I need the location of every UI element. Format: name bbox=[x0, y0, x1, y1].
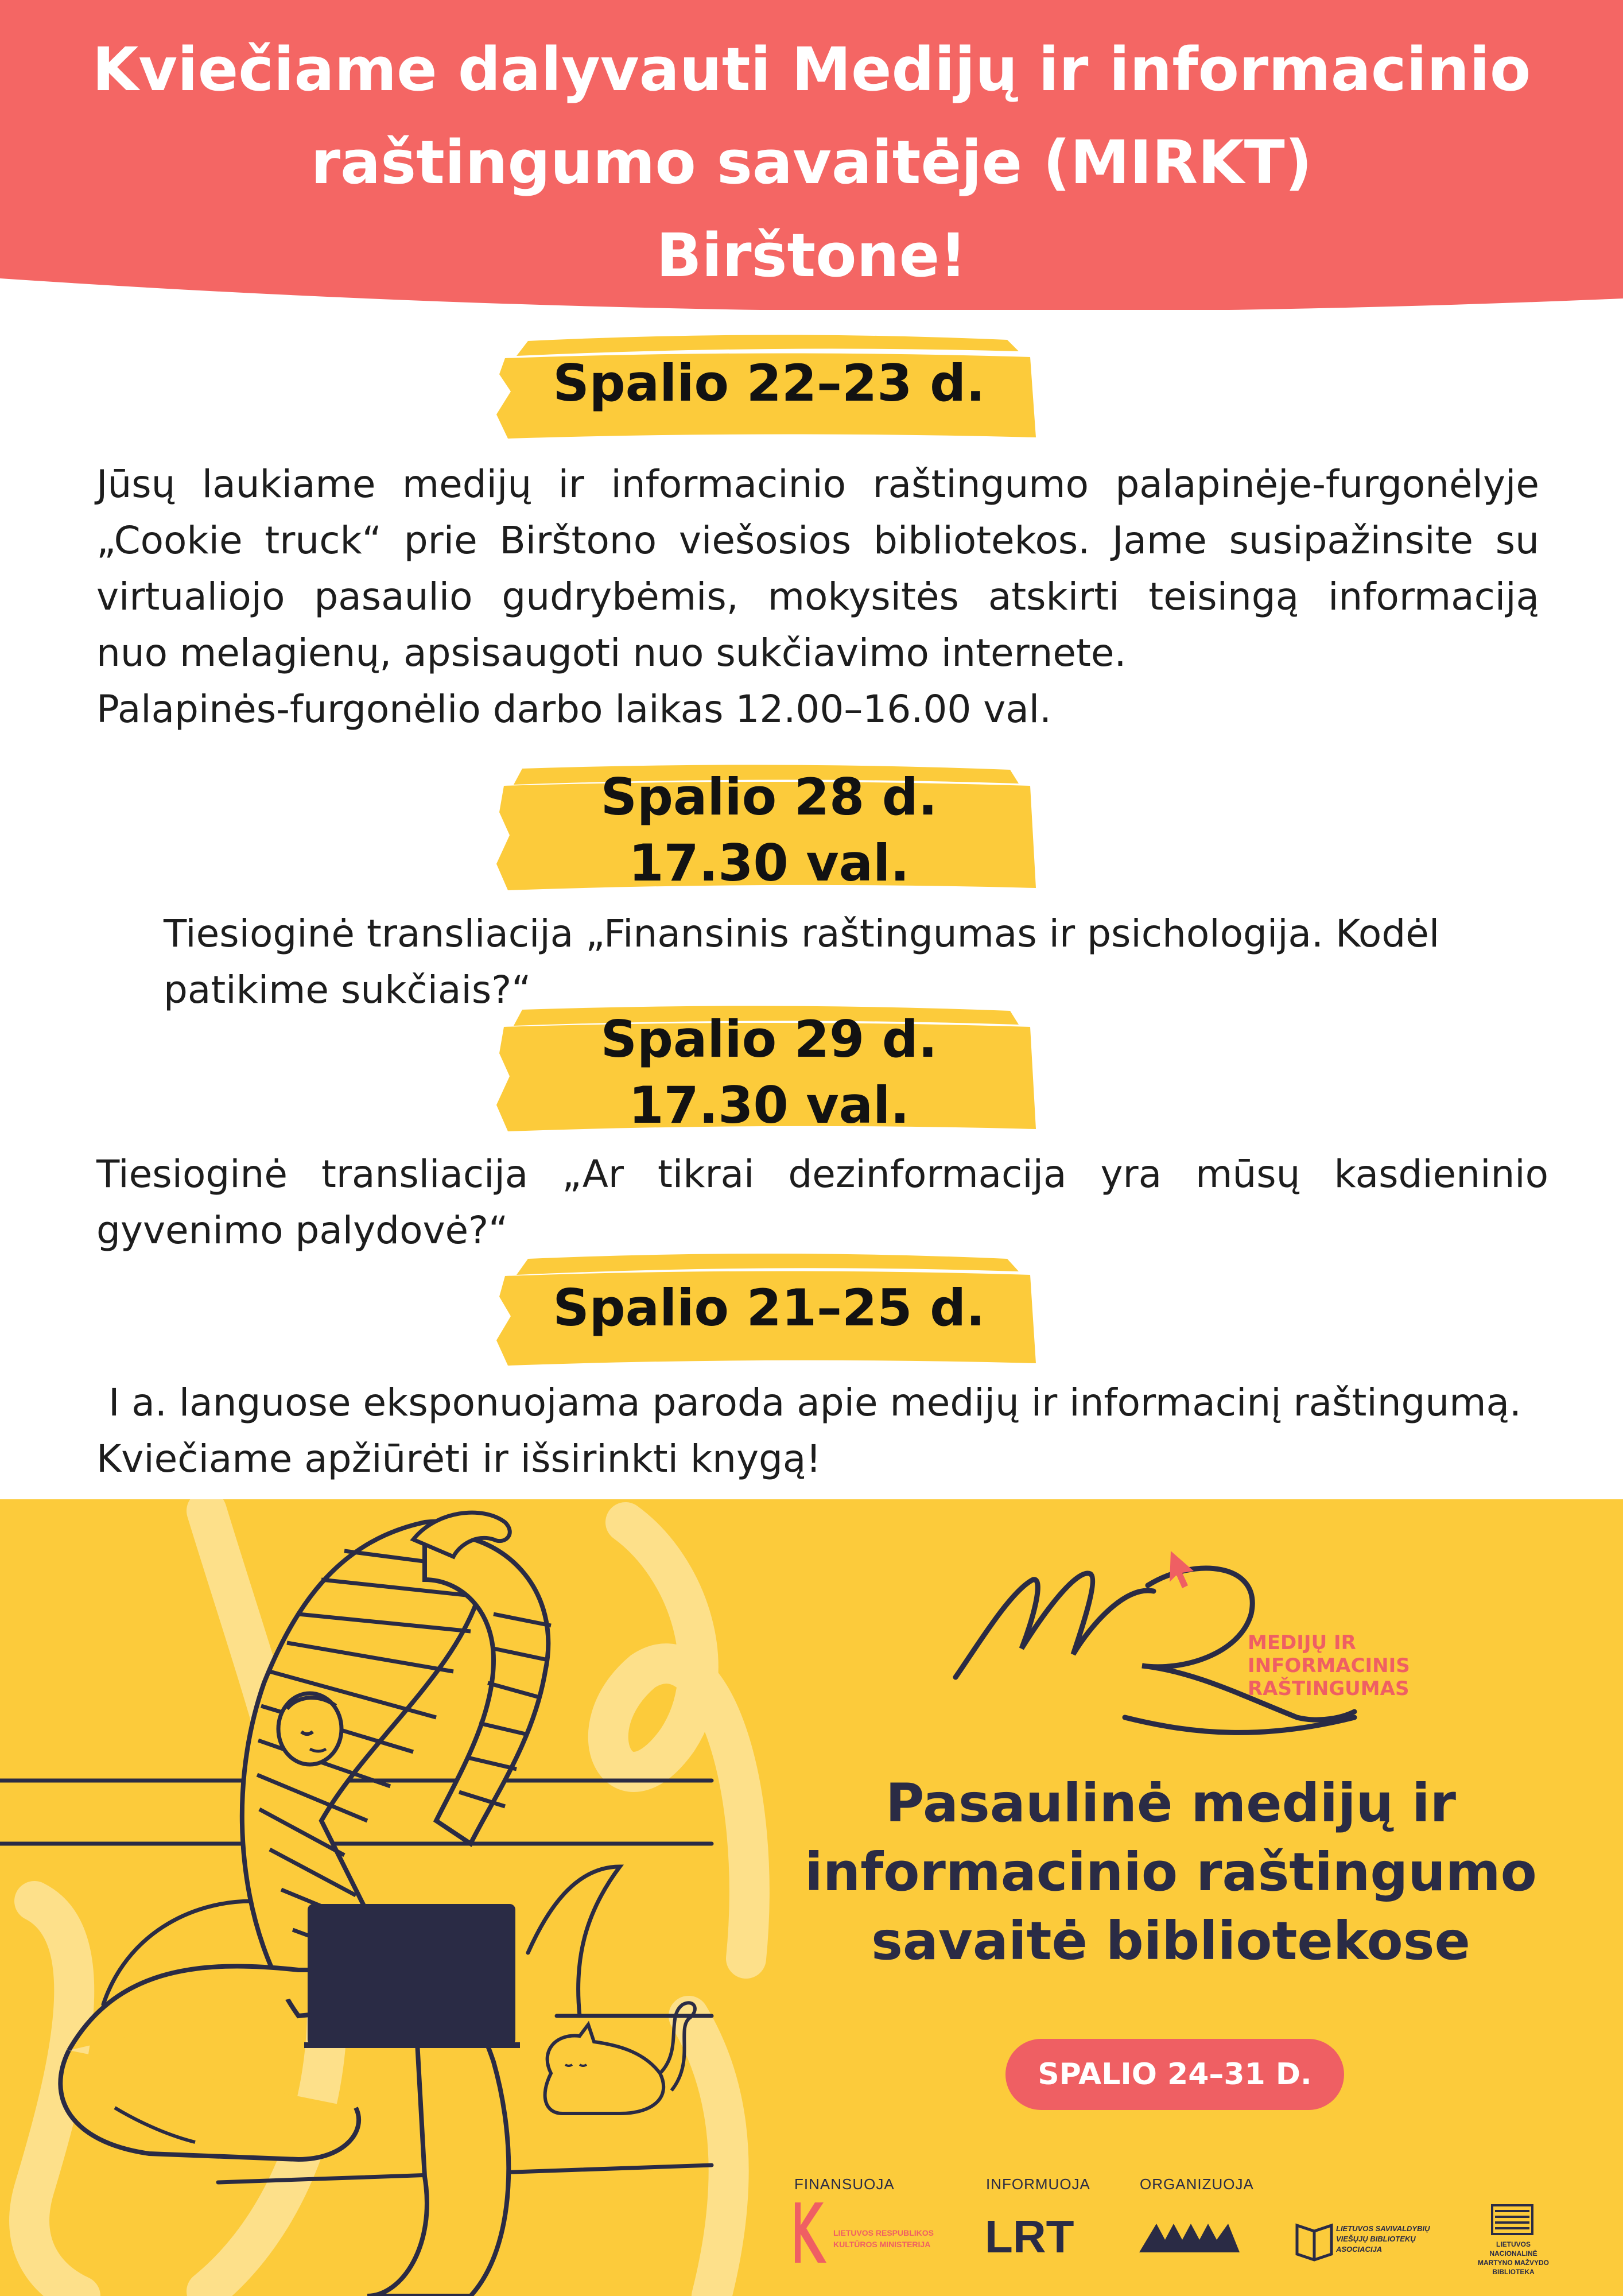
event-4-description bbox=[96, 1375, 1589, 1487]
week-title-line-1: Pasaulinė medijų ir bbox=[886, 1773, 1456, 1834]
logo-line-1: MEDIJŲ IR bbox=[1248, 1631, 1356, 1654]
date-line-1: Spalio 29 d. bbox=[600, 1010, 938, 1069]
dates-pill: SPALIO 24–31 D. bbox=[1005, 2039, 1344, 2110]
event-4-line-2: Kviečiame apžiūrėti ir išsirinkti knygą! bbox=[96, 1437, 821, 1481]
assoc-line-2: VIEŠŲJŲ BIBLIOTEKŲ bbox=[1336, 2235, 1416, 2243]
date-highlight-3 bbox=[494, 1002, 1045, 1142]
title-line-3: Birštone! bbox=[656, 220, 967, 290]
library-logo-icon bbox=[1492, 2205, 1532, 2234]
date-label: Spalio 22–23 d. bbox=[553, 354, 985, 413]
ministry-line-1: LIETUVOS RESPUBLIKOS bbox=[833, 2228, 934, 2237]
date-label: Spalio 21–25 d. bbox=[553, 1278, 985, 1337]
event-3-line-1: Tiesioginė transliacija „Ar tikrai dezinformacija yra mūsų kasdieninio bbox=[96, 1152, 1548, 1196]
national-library-name bbox=[1476, 2240, 1551, 2276]
event-3-line-2: gyvenimo palydovė?“ bbox=[96, 1208, 508, 1252]
ministry-line-2: KULTŪROS MINISTERIJA bbox=[833, 2240, 931, 2249]
date-line-1: Spalio 28 d. bbox=[600, 767, 938, 827]
assoc-line-3: ASOCIACIJA bbox=[1336, 2245, 1383, 2254]
event-2-line-2: patikime sukčiais?“ bbox=[164, 968, 531, 1012]
date-label bbox=[494, 764, 1045, 896]
date-highlight-1 bbox=[494, 328, 1045, 452]
date-line-2: 17.30 val. bbox=[628, 1076, 910, 1135]
event-1-description bbox=[96, 456, 1539, 738]
logo-line-2: INFORMACINIS bbox=[1248, 1654, 1410, 1677]
event-1-line-2: „Cookie truck“ prie Birštono viešosios bibliotekos. Jame susipažinsite su bbox=[96, 518, 1539, 563]
event-2-line-1: Tiesioginė transliacija „Finansinis raštingumas ir psichologija. Kodėl bbox=[164, 912, 1440, 956]
association-name bbox=[1336, 2224, 1430, 2255]
title-line-2: raštingumo savaitėje (MIRKT) bbox=[310, 127, 1313, 197]
date-line-2: 17.30 val. bbox=[628, 833, 910, 893]
event-1-line-1: Jūsų laukiame medijų ir informacinio raštingumo palapinėje-furgonėlyje bbox=[96, 462, 1539, 506]
nat-line-1: LIETUVOS NACIONALINĖ bbox=[1489, 2240, 1537, 2258]
date-highlight-4 bbox=[494, 1248, 1045, 1378]
ministry-name bbox=[833, 2227, 934, 2250]
date-label bbox=[494, 1006, 1045, 1138]
header-banner bbox=[0, 0, 1623, 310]
week-title bbox=[746, 1769, 1595, 1976]
logo-line-3: RAŠTINGUMAS bbox=[1248, 1677, 1410, 1700]
book-logo-icon bbox=[1297, 2225, 1331, 2260]
informed-label: INFORMUOJA bbox=[986, 2175, 1090, 2193]
mir-logo-text bbox=[1248, 1631, 1410, 1700]
title-line-1: Kviečiame dalyvauti Medijų ir informacinio bbox=[92, 34, 1531, 104]
week-title-line-2: informacinio raštingumo bbox=[805, 1841, 1537, 1903]
avka-logo-icon bbox=[1139, 2224, 1240, 2252]
event-3-description bbox=[96, 1146, 1548, 1259]
date-highlight-2 bbox=[494, 761, 1045, 901]
week-title-line-3: savaitė bibliotekose bbox=[871, 1910, 1470, 1972]
mirkt-banner bbox=[0, 1499, 1623, 2296]
lrt-logo: LRT bbox=[985, 2211, 1074, 2262]
assoc-line-1: LIETUVOS SAVIVALDYBIŲ bbox=[1336, 2224, 1430, 2233]
ministry-logo-icon bbox=[795, 2202, 826, 2263]
organized-label: ORGANIZUOJA bbox=[1140, 2175, 1254, 2193]
event-4-line-1: I a. languose eksponuojama paroda apie medijų ir informacinį raštingumą. bbox=[96, 1380, 1521, 1425]
page-title bbox=[0, 23, 1623, 302]
nat-line-3: BIBLIOTEKA bbox=[1492, 2268, 1535, 2276]
event-1-line-3: virtualiojo pasaulio gudrybėmis, mokysitės atskirti teisingą informaciją bbox=[96, 575, 1539, 619]
event-1-line-4: nuo melagienų, apsisaugoti nuo sukčiavimo internete. bbox=[96, 631, 1127, 675]
nat-line-2: MARTYNO MAŽVYDO bbox=[1478, 2259, 1549, 2267]
financed-label: FINANSUOJA bbox=[794, 2175, 895, 2193]
cursor-icon bbox=[1170, 1551, 1194, 1588]
event-1-line-5: Palapinės-furgonėlio darbo laikas 12.00–16.00 val. bbox=[96, 687, 1052, 731]
